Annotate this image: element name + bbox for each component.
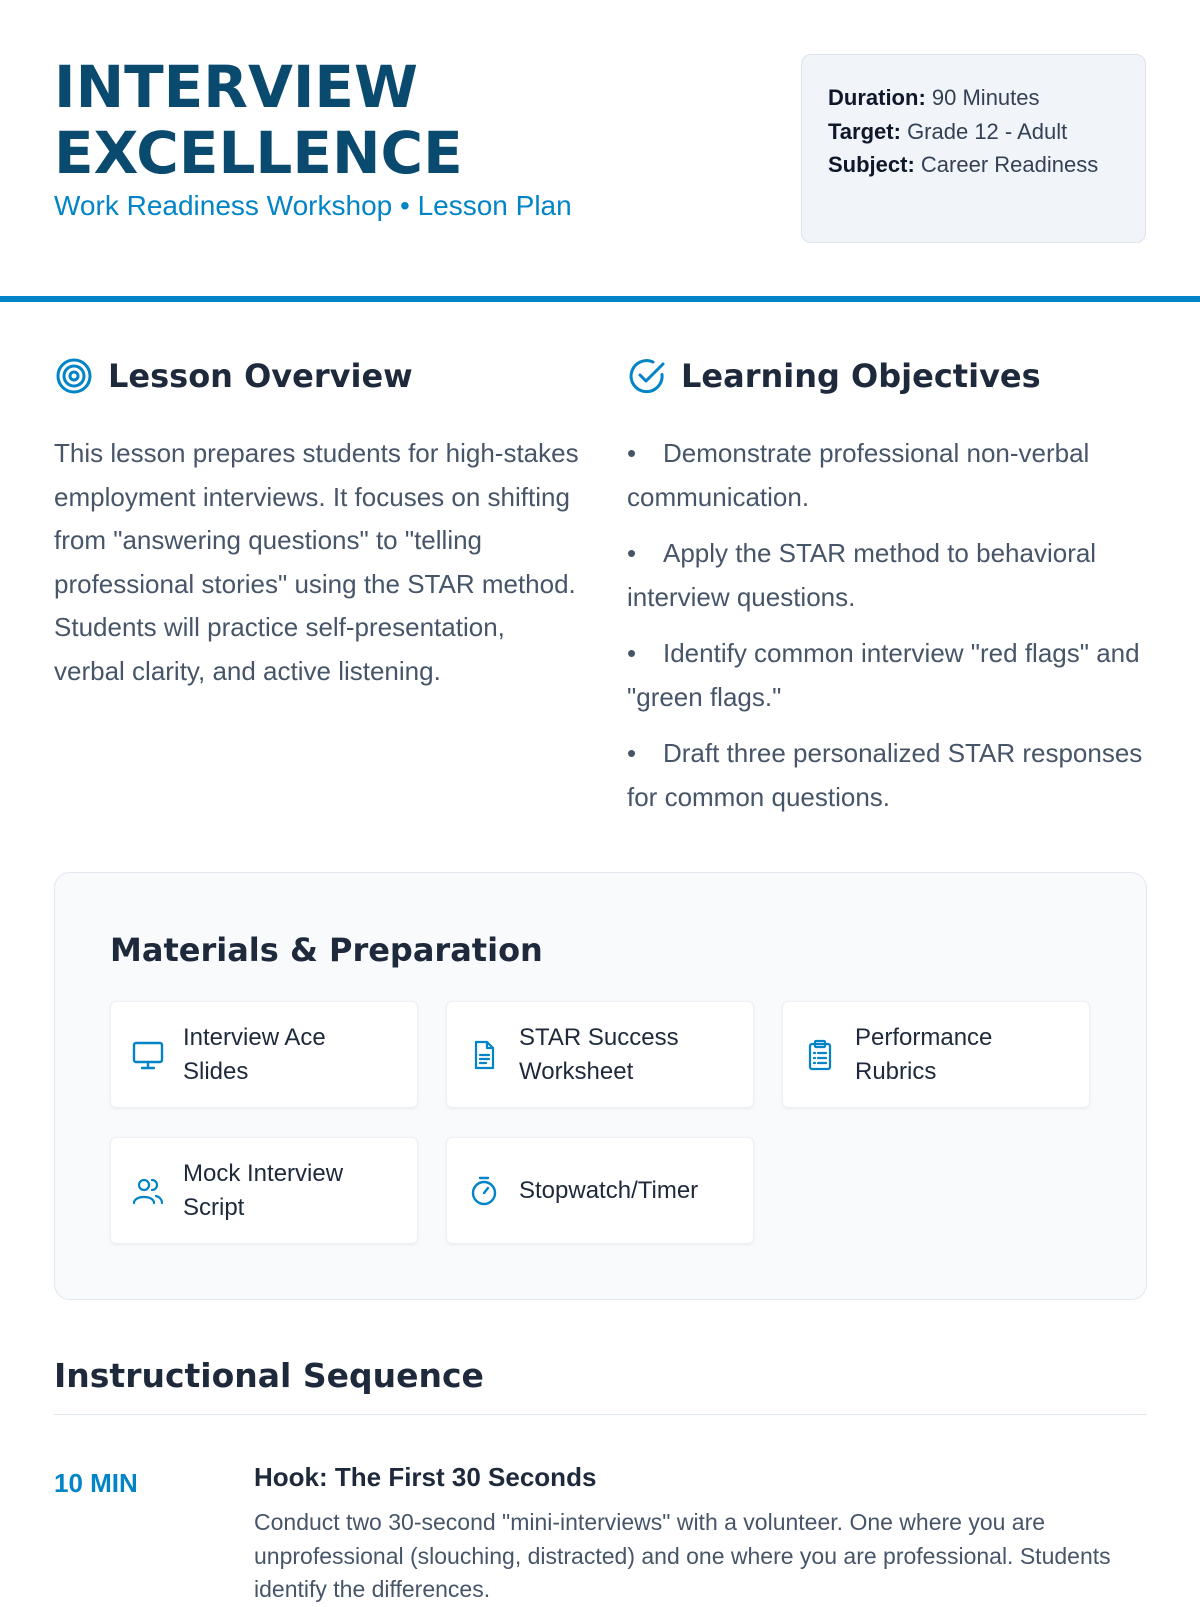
material-label: Performance Rubrics <box>855 1023 993 1085</box>
step-description: Conduct two 30-second "mini-interviews" with a volunteer. One where you are unprofessional (slouching, distracted) and one where you are professional. Students identify the differences. <box>254 1509 1111 1602</box>
objective-text: Draft three personalized STAR responses for common questions. <box>627 738 1143 812</box>
header <box>0 0 1200 300</box>
timer-icon <box>467 1174 501 1208</box>
header-divider <box>0 296 1200 302</box>
meta-duration <box>828 81 1119 115</box>
meta-target <box>828 115 1119 149</box>
meta-duration-value: 90 Minutes <box>931 85 1040 110</box>
meta-subject-value: Career Readiness <box>920 152 1099 177</box>
material-card <box>110 1137 418 1244</box>
materials-heading: Materials & Preparation <box>110 931 543 969</box>
objectives-heading-text: Learning Objectives <box>681 357 1041 395</box>
step-duration: 10 MIN <box>54 1468 138 1498</box>
material-card <box>446 1137 754 1244</box>
meta-subject-label: Subject: <box>828 152 915 177</box>
check-circle-icon <box>627 356 667 396</box>
meta-target-value: Grade 12 - Adult <box>907 118 1068 144</box>
objective-text: Apply the STAR method to behavioral interview questions. <box>627 538 1097 612</box>
objective-text: Demonstrate professional non-verbal communication. <box>627 438 1090 512</box>
objective-item: • Demonstrate professional non-verbal communication. <box>627 438 1090 512</box>
objective-item: • Draft three personalized STAR responses for common questions. <box>627 738 1143 812</box>
meta-duration-label: Duration: <box>828 85 926 110</box>
material-card <box>782 1001 1090 1108</box>
objective-item: • Apply the STAR method to behavioral interview questions. <box>627 538 1097 612</box>
page-title: INTERVIEW EXCELLENCE <box>54 53 463 187</box>
meta-subject <box>828 148 1119 182</box>
material-label: STAR Success Worksheet <box>519 1023 679 1085</box>
lesson-meta-box <box>801 54 1146 243</box>
objective-text: Identify common interview "red flags" and "green flags." <box>627 638 1140 712</box>
overview-heading-text: Lesson Overview <box>108 357 413 395</box>
monitor-icon <box>131 1038 165 1072</box>
target-icon <box>54 356 94 396</box>
overview-heading <box>54 356 413 396</box>
overview-text: This lesson prepares students for high-stakes employment interviews. It focuses on shifting from "answering questions" to "telling professional stories" using the STAR method. Students will practice self-presentation, verbal clarity, and active listening. <box>54 438 579 686</box>
material-label: Stopwatch/Timer <box>519 1176 699 1204</box>
sequence-heading: Instructional Sequence <box>54 1356 484 1395</box>
materials-panel <box>54 872 1147 1300</box>
step-title: Hook: The First 30 Seconds <box>254 1462 597 1492</box>
document-icon <box>467 1038 501 1072</box>
meta-target-label: Target: <box>828 118 901 144</box>
objective-item: • Identify common interview "red flags" and "green flags." <box>627 638 1140 712</box>
users-icon <box>131 1174 165 1208</box>
clipboard-icon <box>803 1038 837 1072</box>
sequence-divider <box>54 1414 1147 1415</box>
material-label: Interview Ace Slides <box>183 1023 326 1085</box>
material-card <box>446 1001 754 1108</box>
objectives-list <box>627 432 1157 832</box>
material-card <box>110 1001 418 1108</box>
material-label: Mock Interview Script <box>183 1159 344 1221</box>
objectives-heading <box>627 356 1041 396</box>
page-subtitle: Work Readiness Workshop • Lesson Plan <box>54 190 572 221</box>
